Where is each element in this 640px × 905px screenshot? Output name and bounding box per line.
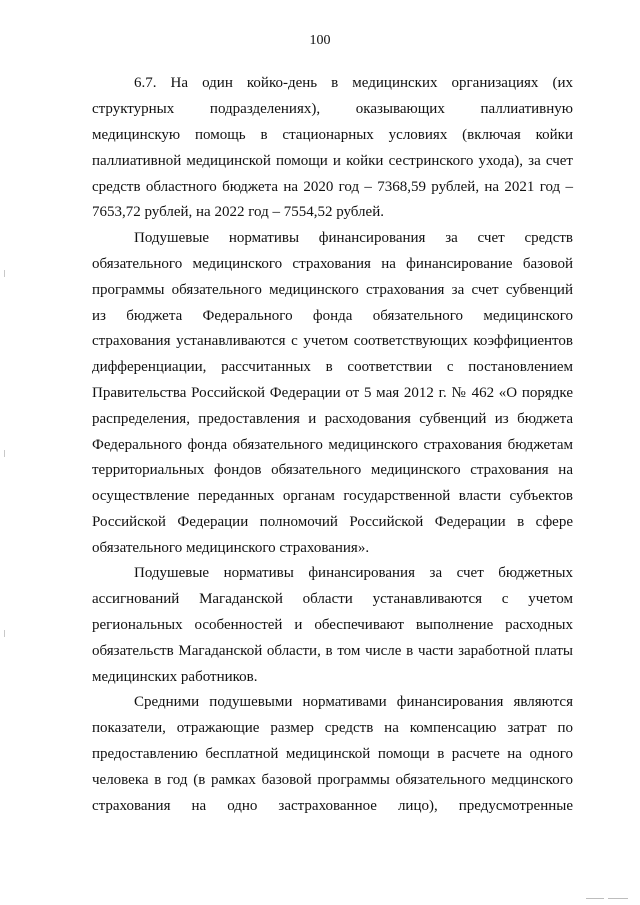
text-line: предоставлению бесплатной медицинской помощи в расчете на одного — [92, 746, 573, 762]
text-line: распределения, предоставления и расходования субвенций из бюджета — [92, 411, 573, 427]
text-line: Средними подушевыми нормативами финансирования являются — [134, 694, 573, 710]
text-line: ассигнований Магаданской области устанавливаются с учетом — [92, 591, 573, 607]
scan-margin-mark — [4, 630, 5, 637]
text-line: медицинских работников. — [92, 669, 258, 685]
text-line: страхования устанавливаются с учетом соответствующих коэффициентов — [92, 333, 573, 349]
text-line: средств областного бюджета на 2020 год – 7368,59 рублей, на 2021 год – — [92, 179, 573, 195]
scan-margin-mark — [4, 450, 5, 457]
text-line: из бюджета Федерального фонда обязательного медицинского — [92, 308, 573, 324]
text-line: показатели, отражающие размер средств на компенсацию затрат по — [92, 720, 573, 736]
scan-corner-mark — [586, 898, 604, 899]
text-line: дифференциации, рассчитанных в соответствии с постановлением — [92, 359, 573, 375]
text-line: Федерального фонда обязательного медицинского страхования бюджетам — [92, 437, 573, 453]
text-line: программы обязательного медицинского страхования за счет субвенций — [92, 282, 573, 298]
text-line: человека в год (в рамках базовой программы обязательного медцинского — [92, 772, 573, 788]
text-line: обязательств Магаданской области, в том числе в части заработной платы — [92, 643, 573, 659]
text-line: осуществление переданных органам государственной власти субъектов — [92, 488, 573, 504]
text-line: Российской Федерации полномочий Российской Федерации в сфере — [92, 514, 573, 530]
page-number: 100 — [309, 33, 331, 48]
text-line: территориальных фондов обязательного медицинского страхования на — [92, 462, 573, 478]
text-line: 6.7. На один койко-день в медицинских организациях (их — [134, 75, 573, 91]
text-line: обязательного медицинского страхования на финансирование базовой — [92, 256, 573, 272]
text-line: региональных особенностей и обеспечивают выполнение расходных — [92, 617, 573, 633]
text-line: структурных подразделениях), оказывающих паллиативную — [92, 101, 573, 117]
text-line: паллиативной медицинской помощи и койки сестринского ухода), за счет — [92, 153, 573, 169]
text-line: Правительства Российской Федерации от 5 мая 2012 г. № 462 «О порядке — [92, 385, 573, 401]
text-line: 7653,72 рублей, на 2022 год – 7554,52 рублей. — [92, 204, 384, 220]
text-line: обязательного медицинского страхования». — [92, 540, 370, 556]
text-line: медицинскую помощь в стационарных условиях (включая койки — [92, 127, 573, 143]
text-line: страхования на одно застрахованное лицо), предусмотренные — [92, 798, 573, 814]
text-line: Подушевые нормативы финансирования за счет средств — [134, 230, 573, 246]
scan-margin-mark — [4, 270, 5, 277]
text-line: Подушевые нормативы финансирования за счет бюджетных — [134, 565, 573, 581]
scan-corner-mark — [608, 898, 628, 899]
